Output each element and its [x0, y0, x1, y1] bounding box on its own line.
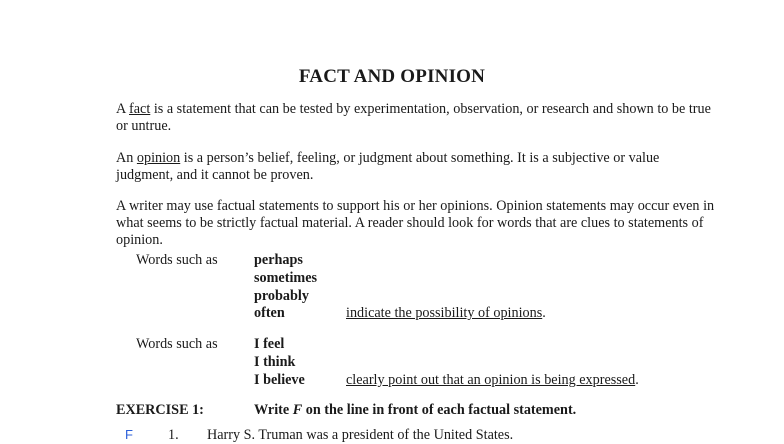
answer-field[interactable]: F — [125, 427, 133, 442]
opinion-term: opinion — [136, 150, 181, 166]
fact-rest: is a statement that can be tested by experimentation, observation, or research and shown to be true or untrue. — [116, 101, 711, 134]
group1-word: perhaps — [254, 252, 303, 268]
instruction-after: on the line in front of each factual statement. — [302, 402, 577, 418]
fact-term: fact — [129, 101, 151, 117]
group2-note-text: clearly point out that an opinion is being expressed — [346, 372, 636, 388]
group1-word: often — [254, 305, 285, 321]
instruction-before: Write — [254, 402, 293, 418]
group2-note — [346, 372, 639, 389]
group1-lead: Words such as — [136, 252, 218, 268]
exercise-label: EXERCISE 1: — [116, 402, 204, 418]
group1-word: probably — [254, 288, 309, 304]
opinion-prefix: An — [116, 150, 137, 166]
group2-note-end: . — [635, 372, 639, 388]
writer-paragraph: A writer may use factual statements to support his or her opinions. Opinion statements may occur even in what seems to be strictly factual material. A reader should look for words that are clues to statements of opinion. — [116, 198, 715, 248]
group1-word: sometimes — [254, 270, 318, 286]
group2-word: I think — [254, 354, 296, 370]
group2-word: I believe — [254, 372, 305, 388]
exercise-instruction — [254, 402, 576, 419]
opinion-definition — [116, 150, 716, 184]
group2-lead: Words such as — [136, 336, 218, 352]
fact-prefix: A — [116, 101, 130, 117]
opinion-rest: is a person’s belief, feeling, or judgment about something. It is a subjective or value judgment, and it cannot be proven. — [116, 150, 660, 183]
group1-note-text: indicate the possibility of opinions — [346, 305, 543, 321]
instruction-letter: F — [292, 402, 303, 418]
page-title: FACT AND OPINION — [298, 66, 486, 87]
item-statement: Harry S. Truman was a president of the United States. — [207, 427, 514, 443]
item-number: 1. — [168, 427, 179, 443]
group2-word: I feel — [254, 336, 285, 352]
group1-note-end: . — [542, 305, 546, 321]
group1-note — [346, 305, 546, 322]
fact-definition — [116, 101, 716, 135]
